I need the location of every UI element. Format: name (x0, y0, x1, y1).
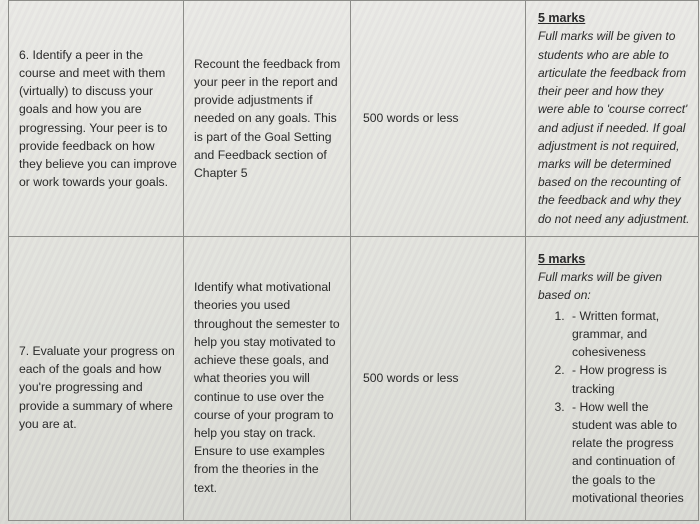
criteria-item: 1. - Written format, grammar, and cohesiveness (568, 307, 690, 362)
marks-cell (526, 1, 699, 237)
marks-title: 5 marks (538, 252, 586, 267)
criteria-list (538, 307, 690, 507)
criteria-item: 3. - How well the student was able to relate the progress and continuation of the goals to the motivational theories (568, 398, 690, 507)
marks-description: Full marks will be given based on: (538, 270, 663, 303)
description-cell (184, 237, 351, 521)
task-text: 7. Evaluate your progress on each of the goals and how you're progressing and provide a summary of where you are at. (19, 343, 175, 431)
length-cell (351, 237, 526, 521)
marks-description: Full marks will be given to students who are able to articulate the feedback from their peer and how they were able to 'course correct' and adjust if needed. If goal adjustment is not required, marks will be determined based on the recounting of the feedback and why they do not need any adjustment. (538, 29, 690, 226)
table-row (9, 1, 699, 237)
task-cell (9, 237, 184, 521)
description-text: Identify what motivational theories you used throughout the semester to help you stay motivated to achieve these goals, and what theories you will continue to use over the course of your program to help you stay on track. Ensure to use examples from the theories in the text. (194, 280, 340, 495)
length-text: 500 words or less (363, 111, 459, 126)
assignment-rubric-table (8, 0, 699, 521)
marks-title: 5 marks (538, 11, 586, 26)
description-cell (184, 1, 351, 237)
length-text: 500 words or less (363, 371, 459, 386)
table-row (9, 237, 699, 521)
task-text: 6. Identify a peer in the course and meet with them (virtually) to discuss your goals and how you are progressing. Your peer is to provide feedback on how they believe you can improve or work towards your goals. (19, 47, 177, 190)
description-text: Recount the feedback from your peer in the report and provide adjustments if needed on any goals. This is part of the Goal Setting and Feedback section of Chapter 5 (194, 56, 341, 180)
task-cell (9, 1, 184, 237)
length-cell (351, 1, 526, 237)
criteria-item: 2. - How progress is tracking (568, 361, 690, 397)
marks-cell (526, 237, 699, 521)
